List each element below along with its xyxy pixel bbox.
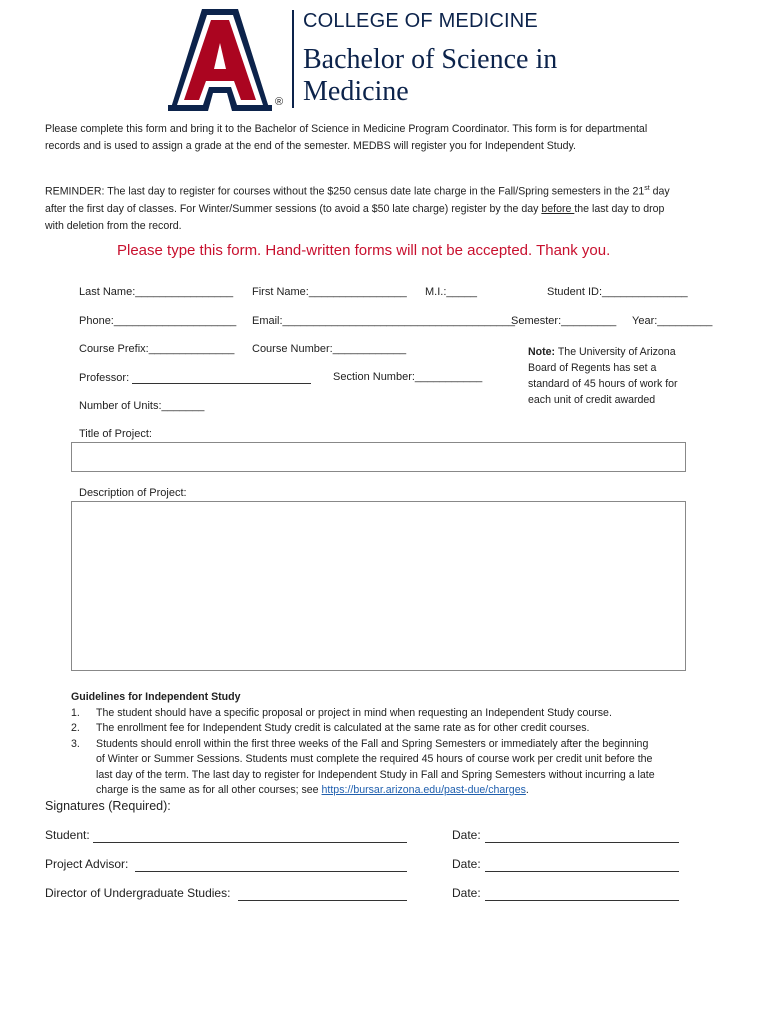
course-number-field[interactable]: Course Number:____________ <box>252 343 407 355</box>
phone-field[interactable]: Phone:____________________ <box>79 315 237 327</box>
guideline-text-3b: of Winter or Summer Sessions. Students must complete the required 45 hours of course work per credit unit before the <box>96 753 653 765</box>
guideline-text-3a: Students should enroll within the first three weeks of the Fall and Spring Semesters or immediately after the beginning <box>96 737 649 750</box>
email-field[interactable]: Email:______________________________________ <box>252 315 516 327</box>
reminder-before: before <box>541 202 575 215</box>
reminder-line-3: with deletion from the record. <box>45 219 182 232</box>
registered-mark: ® <box>275 96 284 108</box>
guideline-text-1: The student should have a specific proposal or project in mind when requesting an Independent Study course. <box>96 706 612 719</box>
reminder-sup: st <box>644 185 650 192</box>
course-prefix-field[interactable]: Course Prefix:______________ <box>79 343 235 355</box>
university-logo <box>164 9 276 113</box>
title-input-box[interactable] <box>71 442 686 472</box>
reminder-line-2a: after the first day of classes. For Winter/Summer sessions (to avoid a $50 late charge) register by the day <box>45 202 542 215</box>
guidelines-title: Guidelines for Independent Study <box>71 691 241 703</box>
guideline-item-1 <box>71 706 731 722</box>
intro-line-2: records and is used to assign a grade at the end of the semester. MEDBS will register you for Independent Study. <box>45 140 576 152</box>
note-line-2: Board of Regents has set a <box>528 362 657 374</box>
guideline-num-1: 1. <box>71 706 80 719</box>
director-date-line[interactable] <box>485 900 679 901</box>
student-signature-label: Student: <box>45 828 90 842</box>
first-name-field[interactable]: First Name:________________ <box>252 286 407 298</box>
bursar-link[interactable]: https://bursar.arizona.edu/past-due/charges <box>321 784 526 796</box>
professor-line[interactable] <box>132 383 311 384</box>
description-input-box[interactable] <box>71 501 686 671</box>
signatures-heading: Signatures (Required): <box>45 799 171 813</box>
guidelines <box>71 690 731 799</box>
note-line-1: The University of Arizona <box>555 346 676 358</box>
reminder-line-1b: day <box>649 185 670 198</box>
middle-initial-field[interactable]: M.I.:_____ <box>425 286 477 298</box>
guideline-item-3 <box>71 737 731 753</box>
note-line-4: each unit of credit awarded <box>528 394 656 406</box>
program-title-line2: Medicine <box>303 76 409 107</box>
guideline-text-3d <box>71 783 731 799</box>
advisor-signature-label: Project Advisor: <box>45 857 129 871</box>
reminder-text <box>45 180 755 235</box>
guideline-text-2: The enrollment fee for Independent Study credit is calculated at the same rate as for other credit courses. <box>96 722 590 734</box>
title-label: Title of Project: <box>79 428 152 440</box>
typing-notice: Please type this form. Hand-written forms will not be accepted. Thank you. <box>117 242 611 259</box>
reminder-line-1a: REMINDER: The last day to register for courses without the $250 census date late charge in the Fall/Spring semesters in the 21 <box>45 185 645 198</box>
student-signature-line[interactable] <box>93 842 407 843</box>
student-date-label: Date: <box>452 828 481 842</box>
header-divider <box>292 10 294 108</box>
guideline-item-2 <box>71 721 731 737</box>
semester-field[interactable]: Semester:_________ <box>511 315 617 327</box>
section-number-field[interactable]: Section Number:___________ <box>333 371 483 383</box>
advisor-date-line[interactable] <box>485 871 679 872</box>
guideline-last-suffix: . <box>525 784 529 796</box>
note-line-3: standard of 45 hours of work for <box>528 378 678 390</box>
director-signature-line[interactable] <box>238 900 407 901</box>
guideline-num-3: 3. <box>71 737 80 750</box>
advisor-date-label: Date: <box>452 857 481 871</box>
intro-text <box>45 121 745 155</box>
student-date-line[interactable] <box>485 842 679 843</box>
year-field[interactable]: Year:_________ <box>632 315 713 327</box>
guideline-text-3c: last day of the term. The last day to register for Independent Study in Fall and Spring Semesters without incurring a late <box>96 768 655 781</box>
description-label: Description of Project: <box>79 487 187 499</box>
professor-label: Professor: <box>79 372 130 384</box>
advisor-signature-line[interactable] <box>135 871 407 872</box>
guideline-last-prefix: charge is the same as for all other courses; see <box>96 784 322 796</box>
program-title-line1: Bachelor of Science in <box>303 44 558 75</box>
college-name: COLLEGE OF MEDICINE <box>303 10 538 32</box>
credit-note <box>528 344 718 408</box>
last-name-field[interactable]: Last Name:________________ <box>79 286 234 298</box>
guideline-num-2: 2. <box>71 722 80 734</box>
note-bold: Note: <box>528 346 556 358</box>
intro-line-1: Please complete this form and bring it to the Bachelor of Science in Medicine Program Coordinator. This form is for departmental <box>45 123 648 135</box>
director-date-label: Date: <box>452 886 481 900</box>
student-id-field[interactable]: Student ID:______________ <box>547 286 688 298</box>
director-signature-label: Director of Undergraduate Studies: <box>45 886 231 900</box>
reminder-line-2b: the last day to drop <box>574 202 665 215</box>
units-field[interactable]: Number of Units:_______ <box>79 400 205 412</box>
